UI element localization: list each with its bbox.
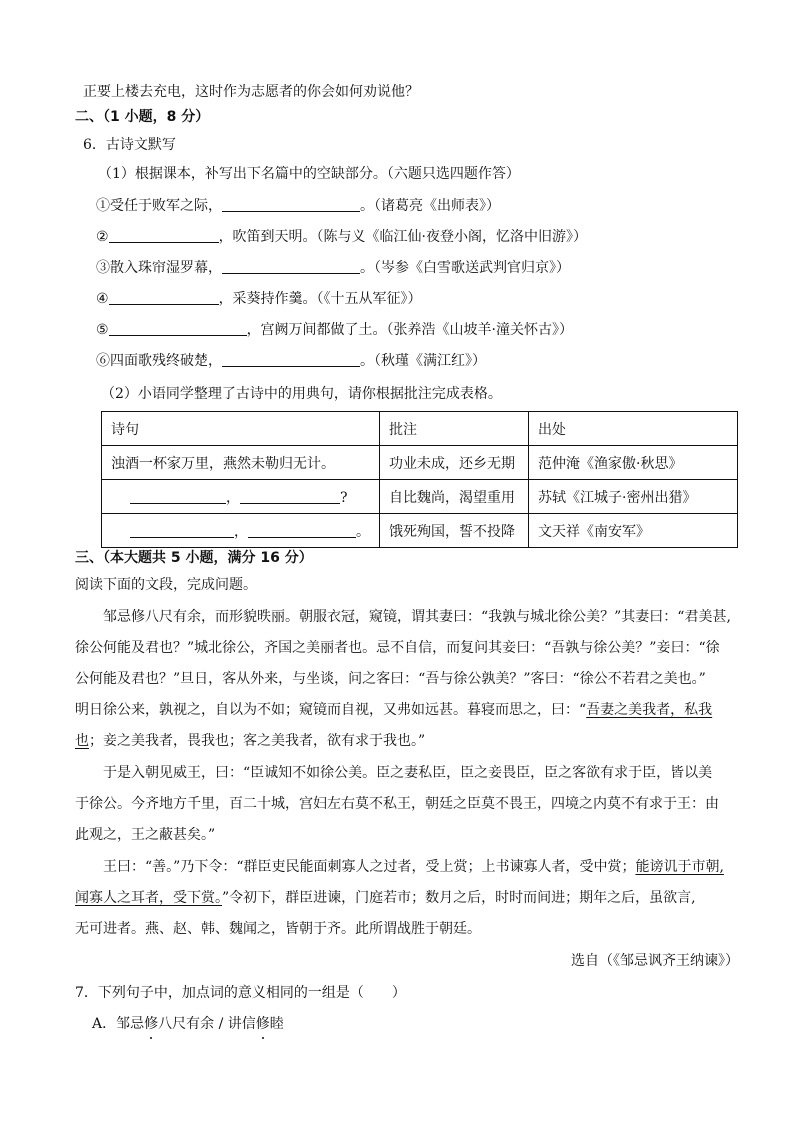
answer-blank[interactable] bbox=[222, 197, 360, 212]
source-cell: 范仲淹《渔家傲·秋思》 bbox=[529, 446, 738, 480]
q7-option-a[interactable]: A．邹忌修八尺有余 / 讲信修睦 bbox=[92, 1016, 284, 1032]
dotted-word: 修 bbox=[255, 1016, 270, 1032]
answer-blank[interactable] bbox=[222, 259, 360, 274]
underlined-sentence: 闻寡人之耳者，受下赏。 bbox=[75, 890, 222, 906]
passage-p3-line1: 王曰：“善。”乃下令：“群臣吏民能面刺寡人之过者，受上赏；上书谏寡人者，受中赏；能谤讥于市朝, bbox=[103, 859, 724, 875]
answer-blank[interactable] bbox=[130, 523, 234, 538]
answer-blank[interactable] bbox=[222, 352, 360, 367]
table-row bbox=[102, 480, 738, 514]
passage-source: 选自（《邹忌讽齐王纳谏》） bbox=[571, 953, 739, 969]
passage-p1-line1: 邹忌修八尺有余，而形貌昳丽。朝服衣冠，窥镜，谓其妻曰：“我孰与城北徐公美？”其妻曰：“君美甚, bbox=[103, 609, 731, 625]
passage-p3-line2: 闻寡人之耳者，受下赏。”令初下，群臣进谏，门庭若市；数月之后，时时而间进；期年之后，虽欲言, bbox=[75, 890, 696, 906]
passage-p1-line3: 公何能及君也？”旦日，客从外来，与坐谈，问之客曰：“吾与徐公孰美？”客曰：“徐公不若君之美也。” bbox=[75, 671, 706, 687]
underlined-sentence: 也 bbox=[75, 733, 89, 749]
answer-blank[interactable] bbox=[248, 523, 356, 538]
top-question-text: 正要上楼去充电，这时作为志愿者的你会如何劝说他？ bbox=[83, 84, 419, 100]
table-header-row bbox=[102, 412, 738, 446]
q6-part1-instruction: （1）根据课本，补写出下名篇中的空缺部分。（六题只选四题作答） bbox=[98, 166, 520, 182]
underlined-sentence: 能谤讥于市朝, bbox=[635, 859, 724, 875]
section-3-heading: 三、（本大题共 5 小题，满分 16 分） bbox=[75, 550, 313, 566]
underlined-sentence: 吾妻之美我者，私我 bbox=[586, 702, 713, 718]
q6-title: 6．古诗文默写 bbox=[83, 137, 176, 153]
answer-blank[interactable] bbox=[240, 489, 340, 504]
fill-item-3: ③散入珠帘湿罗幕， 。（岑参《白雪歌送武判官归京》） bbox=[96, 260, 570, 276]
answer-blank[interactable] bbox=[109, 290, 219, 305]
note-cell: 饿死殉国，誓不投降 bbox=[380, 514, 529, 548]
source-cell: 文天祥《南安军》 bbox=[529, 514, 738, 548]
q7-stem: 7．下列句子中，加点词的意义相同的一组是（ ） bbox=[75, 985, 406, 1001]
header-source: 出处 bbox=[529, 412, 738, 446]
table-row bbox=[102, 446, 738, 480]
passage-p2-line3: 此观之，王之蔽甚矣。” bbox=[75, 827, 216, 843]
table-row bbox=[102, 514, 738, 548]
fill-item-2: ② ，吹笛到天明。（陈与义《临江仙·夜登小阁，忆洛中旧游》） bbox=[96, 229, 588, 245]
passage-p2-line1: 于是入朝见威王，曰：“臣诚知不如徐公美。臣之妻私臣，臣之妾畏臣，臣之客欲有求于臣，皆以美 bbox=[103, 765, 713, 781]
answer-blank[interactable] bbox=[109, 321, 247, 336]
allusion-table bbox=[101, 411, 738, 548]
dotted-word: 修 bbox=[144, 1016, 159, 1032]
note-cell: 功业未成，还乡无期 bbox=[380, 446, 529, 480]
source-cell: 苏轼《江城子·密州出猎》 bbox=[529, 480, 738, 514]
q6-part2-instruction: （2）小语同学整理了古诗中的用典句，请你根据批注完成表格。 bbox=[101, 386, 502, 402]
reading-instruction: 阅读下面的文段，完成问题。 bbox=[75, 577, 257, 593]
passage-p3-line3: 无可进者。燕、赵、韩、魏闻之，皆朝于齐。此所谓战胜于朝廷。 bbox=[75, 921, 481, 937]
answer-blank[interactable] bbox=[109, 228, 219, 243]
fill-item-5: ⑤ ，宫阙万间都做了土。（张养浩《山坡羊·潼关怀古》） bbox=[96, 322, 574, 338]
poem-cell: 浊酒一杯家万里，燕然未勒归无计。 bbox=[102, 446, 380, 480]
passage-p1-line5: 也；妾之美我者，畏我也；客之美我者，欲有求于我也。” bbox=[75, 733, 426, 749]
passage-p2-line2: 于徐公。今齐地方千里，百二十城，宫妇左右莫不私王，朝廷之臣莫不畏王，四境之内莫不有求于王：由 bbox=[75, 796, 719, 812]
poem-cell: ， 。 bbox=[102, 514, 380, 548]
answer-blank[interactable] bbox=[130, 489, 226, 504]
header-poem: 诗句 bbox=[102, 412, 380, 446]
section-2-heading: 二、（1 小题，8 分） bbox=[75, 109, 210, 125]
poem-cell: ， ? bbox=[102, 480, 380, 514]
header-note: 批注 bbox=[380, 412, 529, 446]
fill-item-4: ④ ，采葵持作羹。（《十五从军征》） bbox=[96, 291, 422, 307]
passage-p1-line4: 明日徐公来，孰视之，自以为不如；窥镜而自视，又弗如远甚。暮寝而思之，曰：“吾妻之美我者，私我 bbox=[75, 702, 713, 718]
passage-p1-line2: 徐公何能及君也？”城北徐公，齐国之美丽者也。忌不自信，而复问其妾曰：“吾孰与徐公美？”妾曰：“徐 bbox=[75, 640, 720, 656]
note-cell: 自比魏尚，渴望重用 bbox=[380, 480, 529, 514]
fill-item-6: ⑥四面歌残终破楚， 。（秋瑾《满江红》） bbox=[96, 353, 486, 369]
fill-item-1: ①受任于败军之际， 。（诸葛亮《出师表》） bbox=[96, 198, 500, 214]
